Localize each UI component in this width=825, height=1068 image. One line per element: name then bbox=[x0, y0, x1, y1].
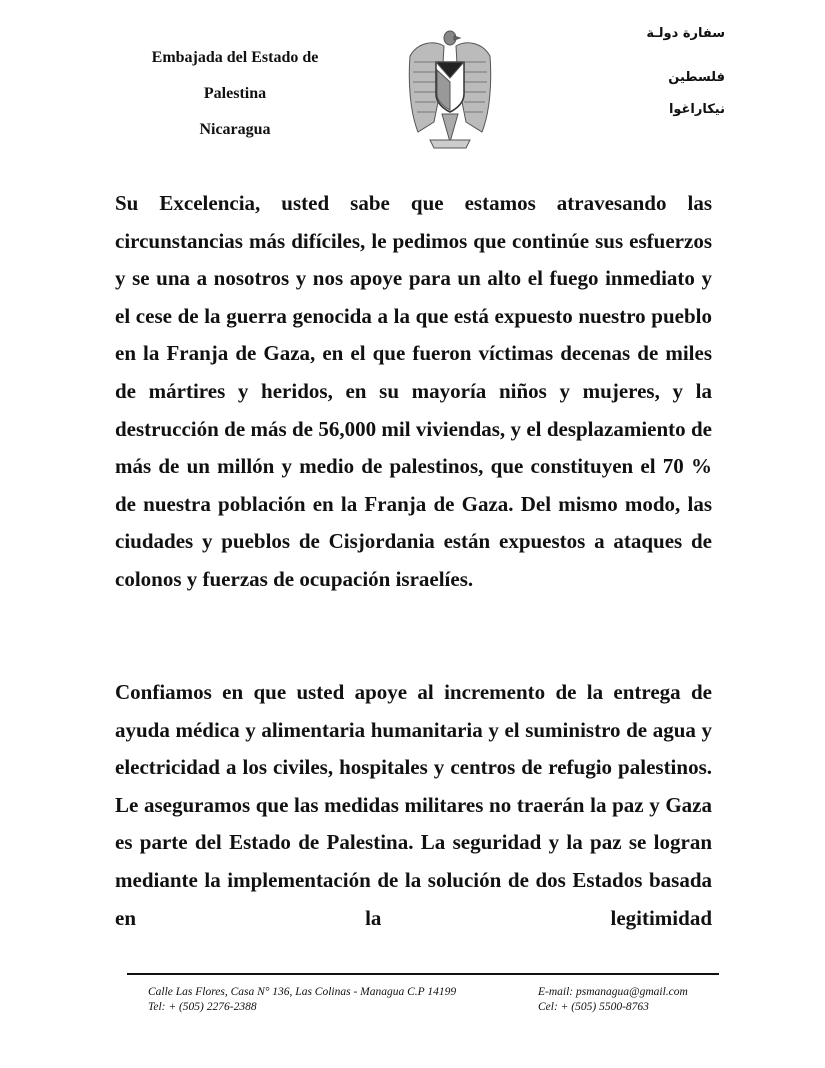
letterhead-line-3: Nicaragua bbox=[199, 121, 271, 138]
letterhead-spanish bbox=[130, 40, 340, 148]
footer-divider bbox=[127, 973, 719, 975]
letterhead-arabic-line-3: نيكاراغوا bbox=[668, 102, 725, 117]
letterhead-line-1: Embajada del Estado de bbox=[151, 49, 319, 66]
footer-tel: Tel: + (505) 2276-2388 bbox=[148, 1001, 257, 1013]
body-paragraph-1: Su Excelencia, usted sabe que estamos atravesando las circunstancias más difíciles, le pedimos que continúe sus esfuerzos y se una a nosotros y nos apoye para un alto el fuego inmediato y el cese de la guerra genocida a la que está expuesto nuestro pueblo en la Franja de Gaza, en el que fueron víctimas decenas de miles de mártires y heridos, en su mayoría niños y mujeres, y la destrucción de más de 56,000 mil viviendas, y el desplazamiento de más de un millón y medio de palestinos, que constituyen el 70 % de nuestra población en la Franja de Gaza. Del mismo modo, las ciudades y pueblos de Cisjordania están expuestos a ataques de colonos y fuerzas de ocupación israelíes. bbox=[115, 191, 712, 591]
footer bbox=[148, 985, 708, 1015]
footer-cel: Cel: + (505) 5500-8763 bbox=[538, 1001, 649, 1013]
letterhead-arabic-line-1: سفارة دولـة bbox=[646, 26, 725, 41]
letterhead-line-2: Palestina bbox=[203, 85, 267, 102]
footer-row-2 bbox=[148, 1000, 708, 1015]
footer-address: Calle Las Flores, Casa N° 136, Las Colinas - Managua C.P 14199 bbox=[148, 986, 457, 998]
footer-email: E-mail: psmanagua@gmail.com bbox=[538, 986, 688, 998]
letterhead-arabic-line-2: فلسطين bbox=[668, 70, 725, 85]
letterhead-arabic bbox=[615, 22, 725, 122]
palestine-eagle-emblem-icon bbox=[404, 22, 496, 154]
footer-row-1 bbox=[148, 985, 708, 1000]
body-paragraph-2: Confiamos en que usted apoye al incremento de la entrega de ayuda médica y alimentaria humanitaria y el suministro de agua y electricidad a los civiles, hospitales y centros de refugio palestinos. Le aseguramos que las medidas militares no traerán la paz y Gaza es parte del Estado de Palestina. La seguridad y la paz se logran mediante la implementación de la solución de dos Estados basada en la legitimidad bbox=[115, 680, 712, 930]
